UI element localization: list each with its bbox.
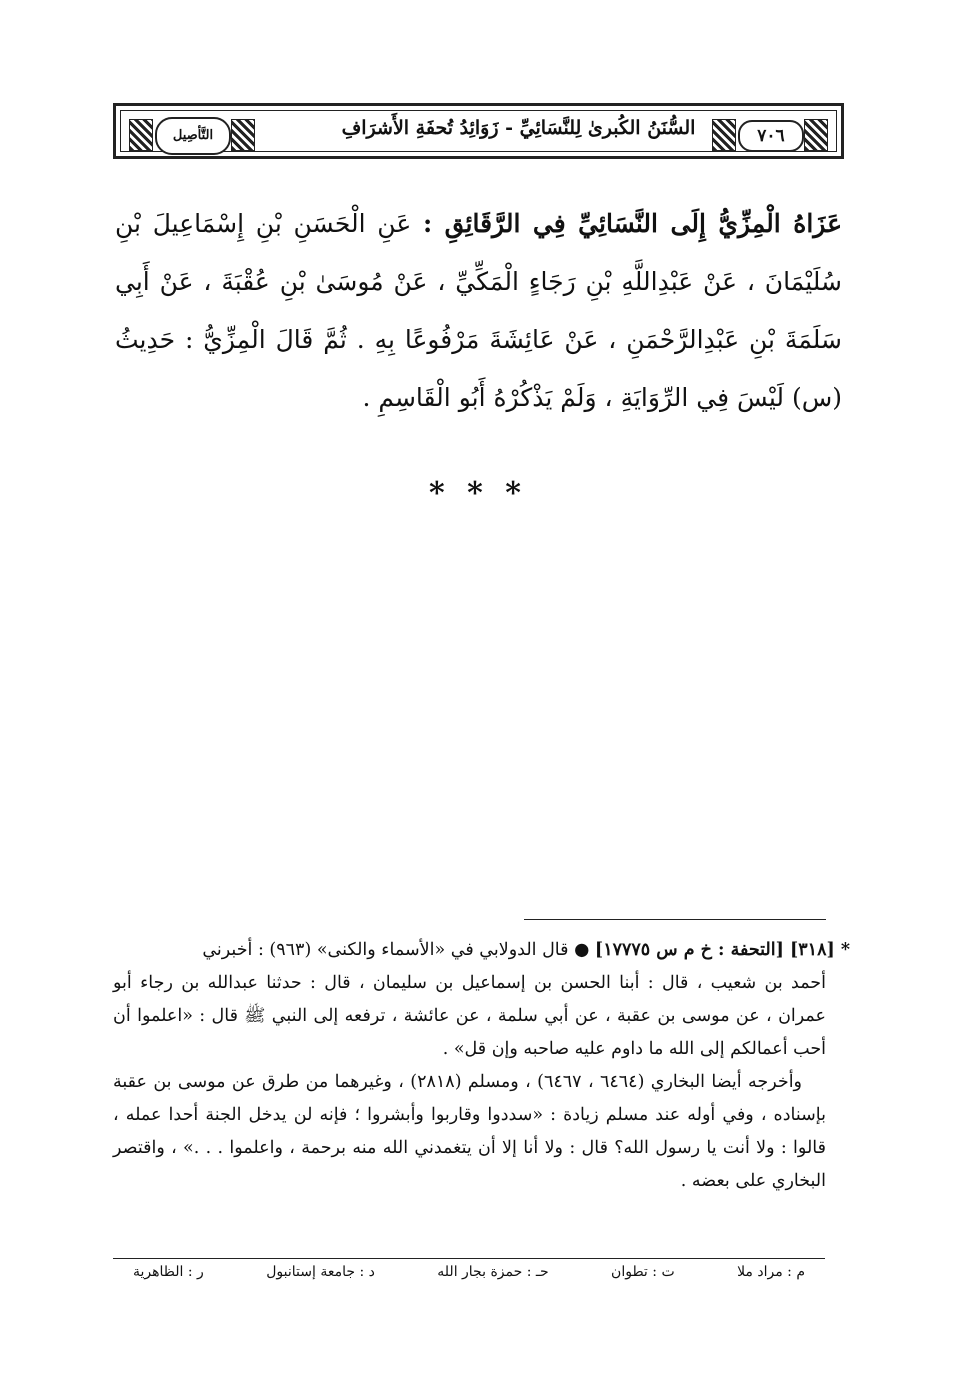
footnote-heading: * [٣١٨] [التحفة : خ م س ١٧٧٧٥] bbox=[594, 940, 850, 960]
main-text bbox=[115, 195, 842, 427]
source-item: ر : الظاهرية bbox=[133, 1264, 204, 1280]
header-frame bbox=[120, 110, 837, 152]
main-lead: عَزَاهُ الْمِزِّيُّ إِلَى النَّسَائِيِّ فِي الرَّقَائِقِ : bbox=[422, 209, 842, 238]
footnote-first-line bbox=[113, 934, 850, 967]
footnote-paragraph-2: وأخرجه أيضا البخاري (٦٤٦٤ ، ٦٤٦٧) ، ومسلم (٢٨١٨) ، وغيرهما من طرق عن موسى بن عقبة بإسناده ، وفي أوله عند مسلم زيادة : «سددوا وقاربوا وأبشروا ؛ فإنه لن يدخل الجنة أحدا عمله ، قالوا : ولا أنت يا رسول الله؟ قال : ولا أنا إلا أن يتغمدني الله منه برحمة ، واعلموا . . .» ، واقتصر البخاري على بعضه . bbox=[113, 1072, 826, 1191]
page-header bbox=[113, 103, 844, 159]
manuscript-sources bbox=[113, 1264, 825, 1280]
book-title: السُّنَنُ الكُبرىٰ لِلنَّسَائِيِّ - زَوَائِدُ تُحفَةِ الأَشرَافِ bbox=[341, 117, 696, 139]
section-separator: * * * bbox=[429, 476, 527, 511]
ornament-icon bbox=[231, 119, 255, 151]
publisher-logo: التَّأصِيل bbox=[155, 117, 231, 155]
ornament-icon bbox=[129, 119, 153, 151]
footnote bbox=[113, 934, 850, 1198]
source-item: ت : تطوان bbox=[611, 1264, 675, 1280]
main-body: عَنِ الْحَسَنِ بْنِ إِسْمَاعِيلَ بْنِ سُلَيْمَانَ ، عَنْ عَبْدِاللَّهِ بْنِ رَجَاءٍ الْمَكِّيِّ ، عَنْ مُوسَىٰ بْنِ عُقْبَةَ ، عَنْ أَبِي سَلَمَةَ بْنِ عَبْدِالرَّحْمَنِ ، عَنْ عَائِشَةَ مَرْفُوعًا بِهِ . ثُمَّ قَالَ الْمِزِّيُّ : حَدِيثُ (س) لَيْسَ فِي الرِّوَايَةِ ، وَلَمْ يَذْكُرْهُ أَبُو الْقَاسِمِ . bbox=[115, 209, 842, 412]
ornament-icon bbox=[804, 119, 828, 151]
source-item: حـ : حمزة بجار الله bbox=[437, 1264, 549, 1280]
page-number: ٧٠٦ bbox=[738, 120, 804, 152]
footnote-line1: ● قال الدولابي في «الأسماء والكنى» (٩٦٣) : أخبرني bbox=[202, 940, 595, 960]
source-item: م : مراد ملا bbox=[737, 1264, 805, 1280]
footnote-paragraph-1: أحمد بن شعيب ، قال : أبنا الحسن بن إسماعيل بن سليمان ، قال : حدثنا عبدالله بن رجاء أبو عمران ، عن موسى بن عقبة ، عن أبي سلمة ، عن عائشة ، ترفعه إلى النبي ﷺ قال : «اعلموا أن أحب أعمالكم إلى الله ما داوم عليه صاحبه وإن قل» . bbox=[113, 973, 826, 1059]
footnote-divider bbox=[524, 919, 826, 920]
source-item: د : جامعة إستانبول bbox=[266, 1264, 375, 1280]
bottom-divider bbox=[113, 1258, 825, 1259]
